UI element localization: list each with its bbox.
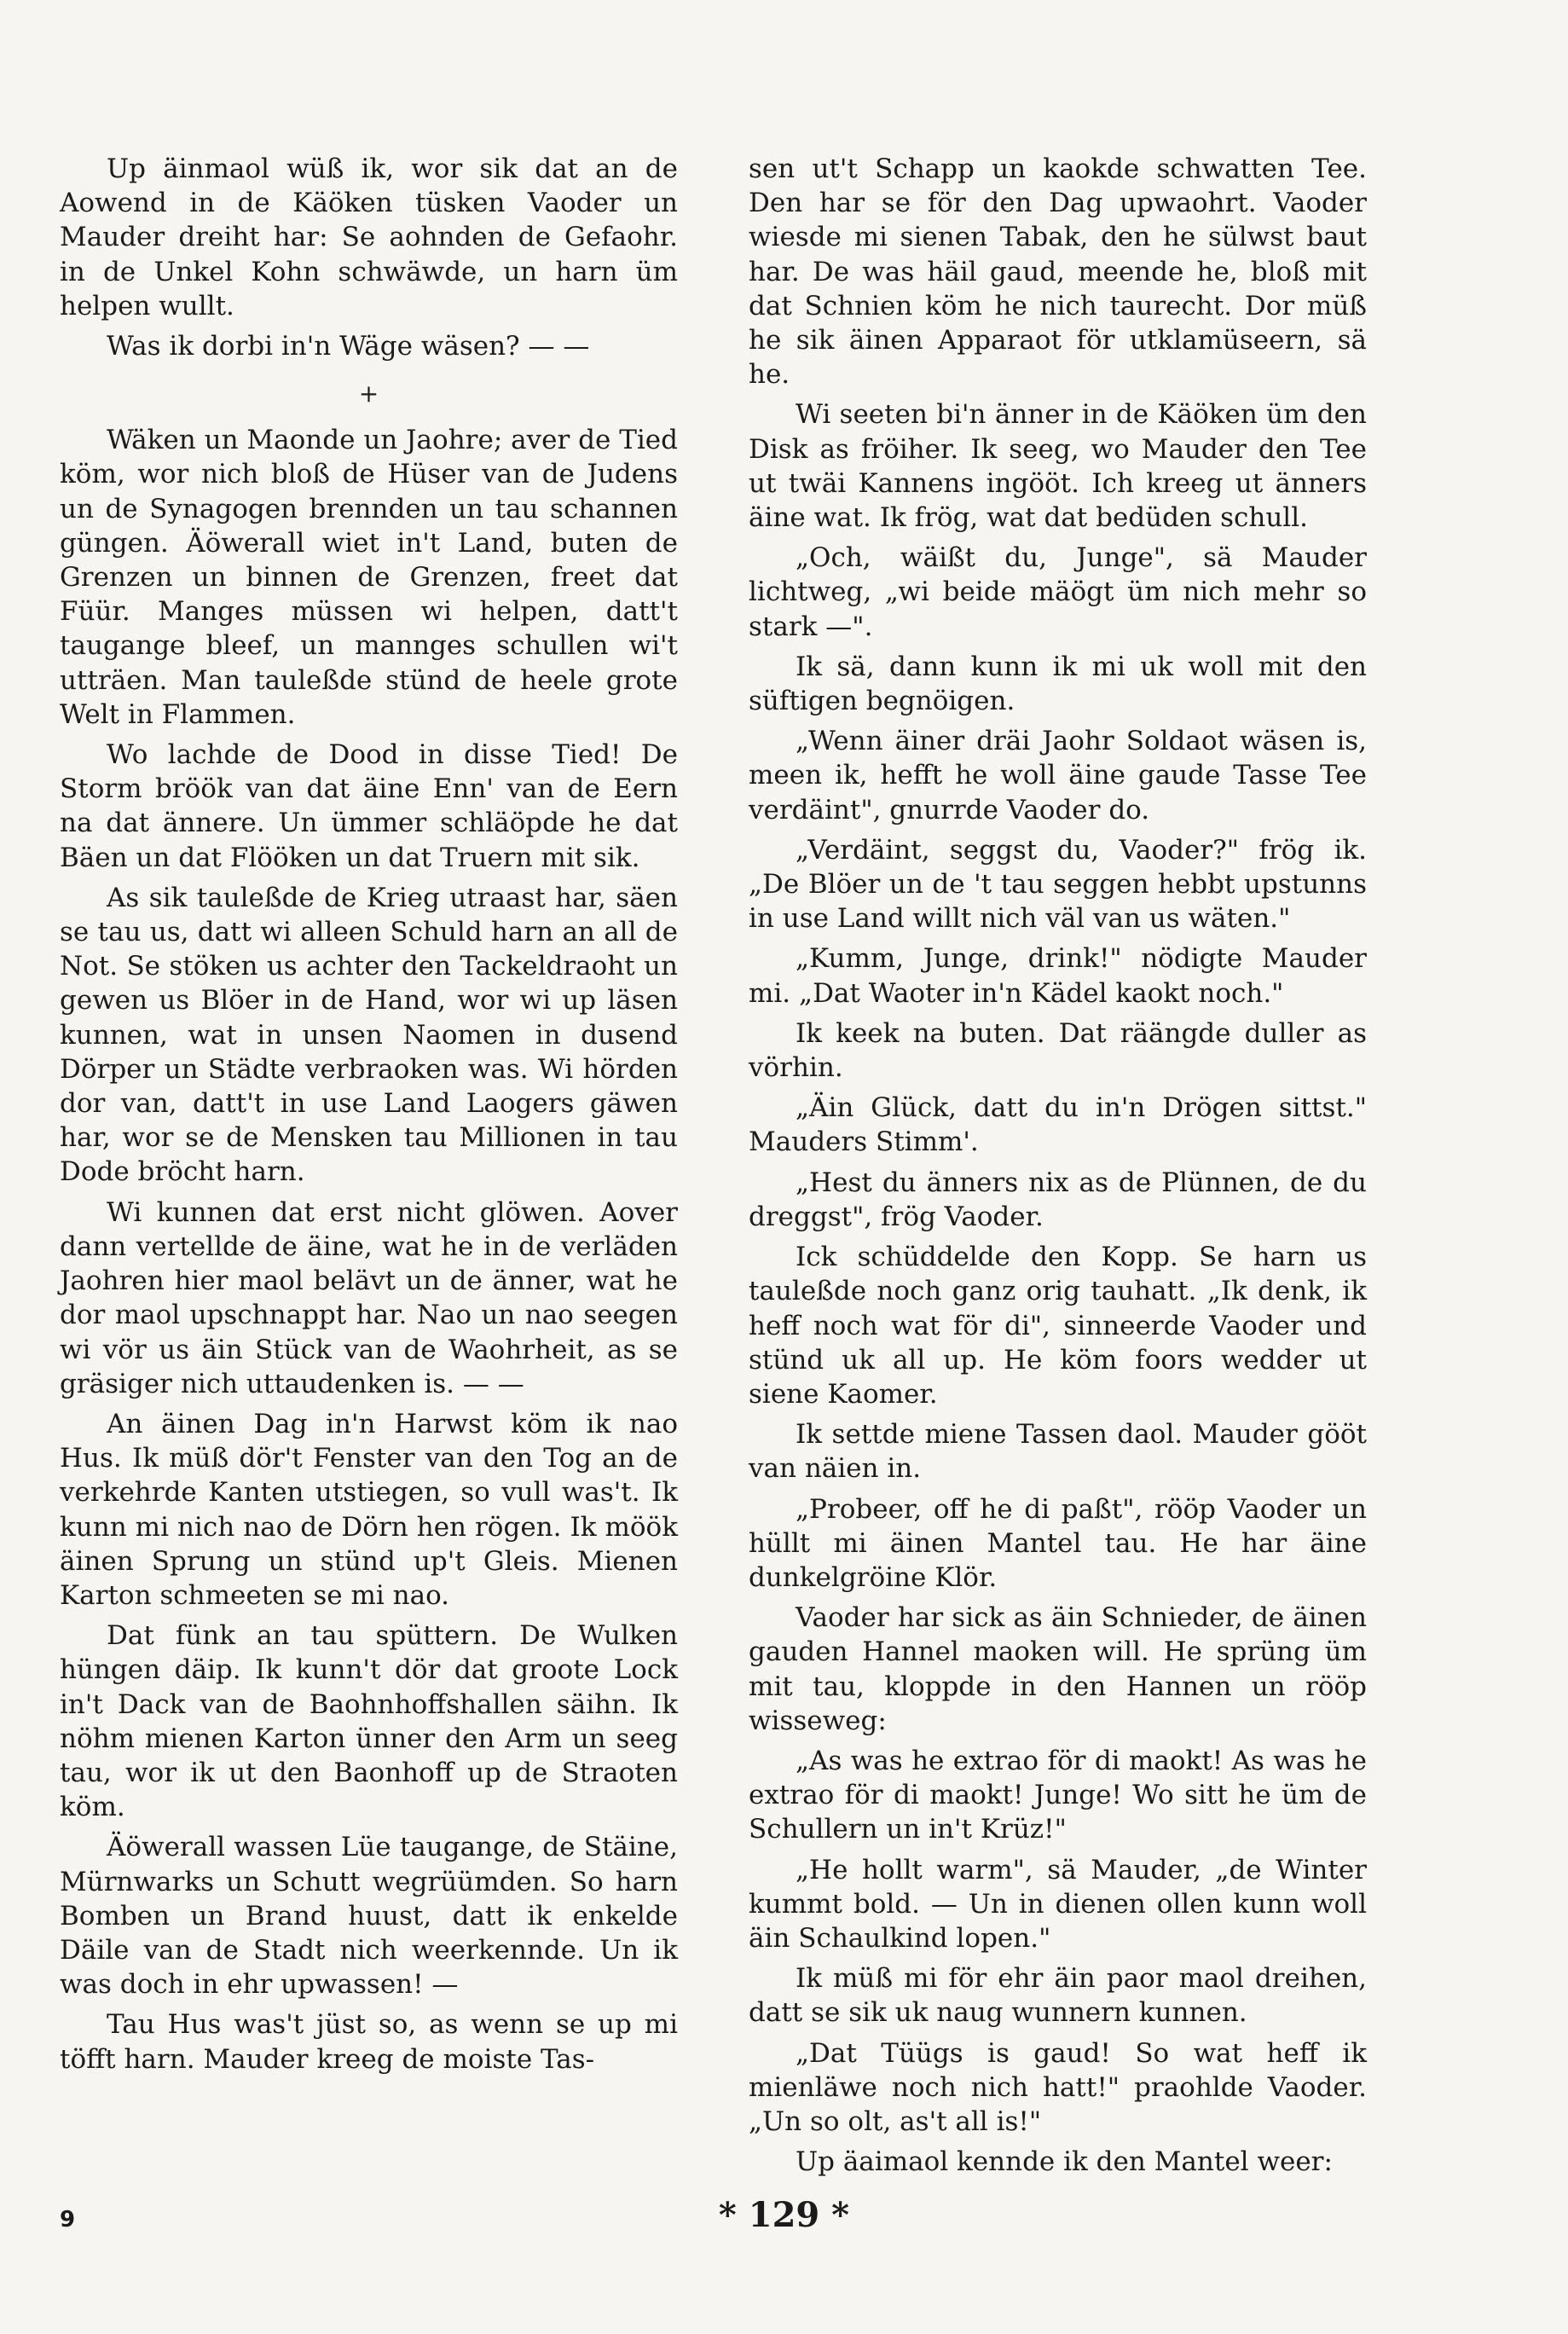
paragraph: Up äaimaol kennde ik den Mantel weer: <box>796 2146 1333 2178</box>
paragraph: Tau Hus was't jüst so, as wenn se up mi töfft harn. Mauder kreeg de moiste Tas- <box>60 2009 678 2075</box>
paragraph: „He hollt warm", sä Mauder, „de Winter kummt bold. — Un in dienen ollen kunn woll äin Schaulkind lopen." <box>749 1854 1367 1954</box>
paragraph: „As was he extrao för di maokt! As was he extrao för di maokt! Junge! Wo sitt he üm de Schullern un in't Krüz!" <box>749 1745 1367 1845</box>
paragraph: Ik keek na buten. Dat räängde duller as vörhin. <box>749 1017 1367 1084</box>
paragraph: „Verdäint, seggst du, Vaoder?" frög ik. „De Blöer un de 't tau seggen hebbt upstunns in use Land willt nich väl van us wäten." <box>749 834 1367 935</box>
signature-mark: 9 <box>60 2207 76 2233</box>
paragraph: Ik settde miene Tassen daol. Mauder gööt van näien in. <box>749 1419 1367 1485</box>
paragraph: „Och, wäißt du, Junge", sä Mauder lichtweg, „wi beide mäögt üm nich mehr so stark —". <box>749 542 1367 642</box>
paragraph: Wi seeten bi'n änner in de Käöken üm den Disk as fröiher. Ik seeg, wo Mauder den Tee ut twäi Kannens ingööt. Ich kreeg ut änners äine wat. Ik frög, wat dat bedüden schull. <box>749 399 1367 534</box>
paragraph: As sik tauleßde de Krieg utraast har, säen se tau us, datt wi alleen Schuld harn an all de Not. Se stöken us achter den Tackeldraoht un gewen us Blöer in de Hand, wor wi up läsen kunnen, wat in unsen Naomen in dusend Dörper un Städte verbraoken was. Wi hörden dor van, datt't in use Land Laogers gäwen har, wor se de Mensken tau Millionen in tau Dode bröcht harn. <box>60 882 678 1188</box>
paragraph: Wi kunnen dat erst nicht glöwen. Aover dann vertellde de äine, wat he in de verläden Jaohren hier maol belävt un de änner, wat he dor maol upschnappt har. Nao un nao seegen wi vör us äin Stück van de Waohrheit, as se gräsiger nich uttaudenken is. — — <box>60 1196 678 1399</box>
left-column <box>60 152 678 2082</box>
paragraph: „Hest du änners nix as de Plünnen, de du dreggst", frög Vaoder. <box>749 1167 1367 1232</box>
section-divider: + <box>358 379 379 408</box>
paragraph: „Kumm, Junge, drink!" nödigte Mauder mi. „Dat Waoter in'n Kädel kaokt noch." <box>749 943 1367 1009</box>
paragraph: Ik sä, dann kunn ik mi uk woll mit den süftigen begnöigen. <box>749 651 1367 717</box>
paragraph: „Probeer, off he di paßt", rööp Vaoder un hüllt mi äinen Mantel tau. He har äine dunkelgröine Klör. <box>749 1493 1367 1593</box>
paragraph: Wo lachde de Dood in disse Tied! De Storm bröök van dat äine Enn' van de Eern na dat ännere. Un ümmer schläöpde he dat Bäen un dat Flööken un dat Truern mit sik. <box>60 739 678 873</box>
paragraph: Vaoder har sick as äin Schnieder, de äinen gauden Hannel maoken will. He sprüng üm mit tau, kloppde in den Hannen un rööp wisseweg: <box>749 1602 1367 1736</box>
paragraph: Dat fünk an tau spüttern. De Wulken hüngen däip. Ik kunn't dör dat groote Lock in't Dack van de Baohnhoffshallen säihn. Ik nöhm mienen Karton ünner den Arm un seeg tau, wor ik ut den Baonhoff up de Straoten köm. <box>60 1620 678 1823</box>
page-number: * 129 * <box>718 2195 850 2235</box>
paragraph: Ik müß mi för ehr äin paor maol dreihen, datt se sik uk naug wunnern kunnen. <box>749 1963 1367 2029</box>
paragraph: „Wenn äiner dräi Jaohr Soldaot wäsen is, meen ik, hefft he woll äine gaude Tasse Tee verdäint", gnurrde Vaoder do. <box>749 726 1367 825</box>
paragraph: Ick schüddelde den Kopp. Se harn us tauleßde noch ganz orig tauhatt. „Ik denk, ik heff noch wat för di", sinneerde Vaoder und stünd uk all up. He köm foors wedder ut siene Kaomer. <box>749 1242 1367 1410</box>
paragraph: „Äin Glück, datt du in'n Drögen sittst." Mauders Stimm'. <box>749 1092 1367 1158</box>
paragraph: Up äinmaol wüß ik, wor sik dat an de Aowend in de Käöken tüsken Vaoder un Mauder dreiht har: Se aohnden de Gefaohr. in de Unkel Kohn schwäwde, un harn üm helpen wullt. <box>60 153 678 321</box>
paragraph: Was ik dorbi in'n Wäge wäsen? — — <box>107 331 590 362</box>
paragraph: Äöwerall wassen Lüe taugange, de Stäine, Mürnwarks un Schutt wegrüümden. So harn Bomben un Brand huust, datt ik enkelde Däile van de Stadt nich weerkennde. Un ik was doch in ehr upwassen! — <box>60 1832 678 2001</box>
paragraph: Wäken un Maonde un Jaohre; aver de Tied köm, wor nich bloß de Hüser van de Judens un de Synagogen brennden un tau schannen güngen. Äöwerall wiet in't Land, buten de Grenzen un binnen de Grenzen, freet dat Füür. Manges müssen wi helpen, datt't taugange bleef, un mannges schullen wi't utträen. Man tauleßde stünd de heele grote Welt in Flammen. <box>60 425 678 730</box>
paragraph: An äinen Dag in'n Harwst köm ik nao Hus. Ik müß dör't Fenster van den Tog an de verkehrde Kanten utstiegen, so vull was't. Ik kunn mi nich nao de Dörn hen rögen. Ik möök äinen Sprung un stünd up't Gleis. Mienen Karton schmeeten se mi nao. <box>60 1408 678 1611</box>
right-column <box>749 152 1367 2185</box>
paragraph: „Dat Tüügs is gaud! So wat heff ik mienläwe noch nich hatt!" praohlde Vaoder. „Un so olt, as't all is!" <box>749 2037 1367 2137</box>
paragraph: sen ut't Schapp un kaokde schwatten Tee. Den har se för den Dag upwaohrt. Vaoder wiesde mi sienen Tabak, den he sülwst baut har. De was häil gaud, meende he, bloß mit dat Schnien köm he nich taurecht. Dor müß he sik äinen Apparaot för utklamüseern, sä he. <box>749 153 1367 391</box>
